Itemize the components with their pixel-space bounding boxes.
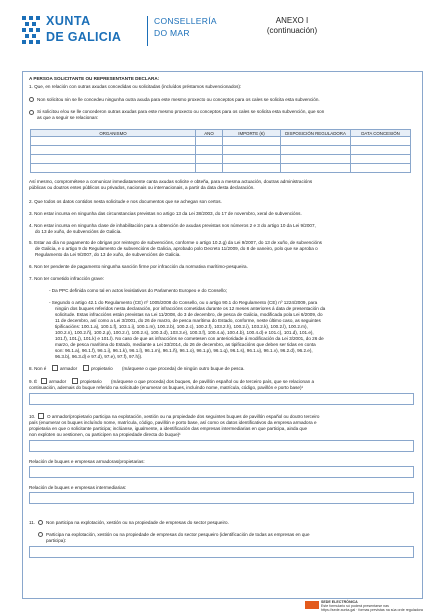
table-cell[interactable] (281, 146, 351, 155)
q8-armador-checkbox[interactable] (52, 365, 58, 371)
xunta-logo-icon (22, 16, 40, 48)
footer-note (321, 600, 431, 613)
table-cell[interactable] (223, 155, 281, 164)
col-organismo: ORGANISMO (31, 130, 196, 137)
section-title: A PERSOA SOLICITANTE OU REPRESENTANTE DECLARA: (29, 76, 160, 81)
owners-relation-label: Relación de buques e empresas armadoras/propietarias: (29, 459, 145, 464)
table-row (31, 155, 411, 164)
logo-divider (147, 16, 148, 46)
question-10-line: O armador/propietario participa na explotación, xestión ou na propiedade dos seguintes buques de pavillón español ou doutro terceiro (47, 414, 320, 419)
q9-armador-checkbox[interactable] (41, 378, 47, 384)
department-name-line1: CONSELLERÍA (154, 16, 217, 26)
col-importe: IMPORTE (€) (223, 130, 281, 137)
question-7-b-line: marzo, de pesca marítima do Estado, mediante a Lei 33/2014, do 26 de decembro, as tipificacións que deben ser tidas en conta (55, 342, 316, 347)
table-cell[interactable] (281, 155, 351, 164)
question-11-number: 11. (29, 520, 36, 525)
question-8-text: (márquese o que proceda) de ningún outro buque de pesca. (122, 366, 245, 371)
q11-no-participation-label: Non participa na explotación, xestión ou na propiedade de empresas do sector pesqueiro. (46, 520, 229, 525)
document-header (22, 14, 422, 54)
logo-text-galicia: DE GALICIA (46, 30, 122, 44)
other-aid-radio[interactable] (29, 110, 34, 115)
table-cell[interactable] (351, 164, 411, 173)
footer-line1: Este formulario só poderá presentarse nas (321, 604, 389, 609)
q10-details-field[interactable] (29, 440, 414, 452)
q11-participation-radio[interactable] (38, 532, 43, 537)
question-7-b-line: son: 96.1.a), 96.1.f), 96.1.i), 96.1.k), 96.1.l), 96.1.m), 96.1.ñ), 96.1.o), 96.1.p), 96.1.q), 96.1.s), 96.1.u), 96.1.v), 96.2.d), 96.2.e), (55, 348, 313, 353)
table-cell[interactable] (31, 146, 196, 155)
col-disposicion: DISPOSICIÓN REGULADORA (281, 130, 351, 137)
q8-propietario-label: propietario (91, 366, 113, 371)
question-2: 2. Que todos os datos contidos nesta solicitude e nos documentos que se achegan son certos. (29, 199, 222, 204)
sede-electronica-logo-icon (305, 601, 319, 609)
table-row (31, 146, 411, 155)
question-7: 7. Non ter cometido infracción grave: (29, 276, 105, 281)
question-8-prefix: 8. Non é (29, 366, 47, 371)
question-9-cont: continuación, ademais do buque referido na solicitude (enumerar os buques, incluíndo nome, matrícula, código, pavillón e porto base)¹ (29, 385, 304, 390)
table-cell[interactable] (223, 164, 281, 173)
commitment-text-cont: públicas ou doutros entes públicos ou privados, nacionais ou internacionais, a partir da data desta declaración. (29, 185, 255, 190)
question-10-line: país (enumerar os buques incluíndo nome, matrícula, código, pavillón e porto base, así como os datos identificativos da empresa armadora e (29, 420, 317, 425)
table-cell[interactable] (31, 155, 196, 164)
question-10-line: propietaria en que o solicitante participa; inclúanse, igualmente, a identificación das empresas intermediarias en que participa, ainda que (29, 426, 308, 431)
q9-propietario-label: propietario (80, 379, 102, 384)
q9-propietario-checkbox[interactable] (72, 378, 78, 384)
question-9-prefix: 9. É (29, 379, 38, 384)
question-10-number: 10. (29, 414, 36, 419)
owners-relation-field[interactable] (29, 466, 414, 478)
q11-no-participation-radio[interactable] (38, 520, 43, 525)
question-1: 1. Que, en relación con outras axudas concedidas ou solicitadas (incluídos préstamos subvencionados): (29, 84, 242, 89)
question-3: 3. Non estar incursa en ningunha das circunstancias previstas no artigo 13 da Lei 38/2003, do 17 de novembro, xeral de subvencións. (29, 211, 302, 216)
q8-armador-label: armador (60, 366, 78, 371)
question-7-b-line: 100.2.n), 100.2.ñ), 100.2.p), 100.2.r), 100.2.s), 100.3.d), 103.3.e), 100.3.f), 100.4.a), 100.4.b), 100.4.d) e 101.c), 101.d), 101.e), (55, 330, 314, 335)
other-aid-label-cont: as que a seguir se relacionan: (37, 115, 99, 120)
question-5-cont2: Regulamento da Lei 9/2007, do 13 de xuño, de subvencións de Galicia. (35, 252, 181, 257)
footer-line2: https://sede.xunta.gal · formas previstas na súa orde reguladora (321, 608, 423, 613)
q10-checkbox[interactable] (38, 413, 44, 419)
other-aid-label: Si solicitou e/ou se lle concederon outras axudas para este mesmo proxecto ou conceptos para os cales se solicita esta subvención, que son (37, 109, 325, 114)
no-other-aid-label: Non solicitou nin se lle concedeu ningunha outra axuda para este mesmo proxecto ou conceptos para os cales se solicita esta subvención. (37, 97, 320, 102)
question-7-b-line: - Segundo o artigo 42.1 do Regulamento (CE) nº 1005/2008 do Consello, ou o artigo 90.1 do Regulamento (CE) nº 1224/2009, para (49, 300, 318, 305)
table-cell[interactable] (351, 146, 411, 155)
table-cell[interactable] (281, 164, 351, 173)
question-7-b-line: 96.3.b), 96.3.d) e 97.d), 97.e), 97.f), 97.h)). (55, 354, 143, 359)
department-name-line2: DO MAR (154, 28, 190, 38)
question-4-cont: do 13 de xuño, de subvencións de Galicia. (35, 229, 122, 234)
table-cell[interactable] (196, 164, 223, 173)
question-6: 6. Non ter pendente de pagamento ningunha sanción firme por infracción da normativa marítimo-pesqueira. (29, 264, 248, 269)
question-10-line: non exploten ou xestionen, ou participen na propiedade directa do buque)¹ (29, 432, 181, 437)
q11-companies-field[interactable] (29, 546, 414, 558)
table-cell[interactable] (223, 146, 281, 155)
question-7-b-line: ningún dos buques referidos nesta declaración, por infraccións cometidas durante os 12 meses anteriores á data de presentación da (55, 306, 326, 311)
commitment-text: Así mesmo, comprométese a comunicar inmediatamente canta axudas solicite e obteña, para a mesma actuación, doutras administracións (29, 179, 313, 184)
q9-armador-label: armador (49, 379, 67, 384)
annex-title: ANEXO I (275, 16, 309, 25)
table-cell[interactable] (31, 137, 196, 146)
question-7-b-line: 11 de decembro, así como a Lei 3/2001, do 26 de marzo, de pesca marítima do Estado, conforme, neste último caso, as seguintes (55, 318, 321, 323)
other-aid-table (30, 129, 411, 173)
q11-participation-label: Participa na explotación, xestión ou na propiedade de empresas do sector pesqueiro (identificación de todas as empresas en que (46, 532, 310, 537)
col-data-concesion: DATA CONCESIÓN (351, 130, 411, 137)
table-cell[interactable] (281, 137, 351, 146)
table-cell[interactable] (351, 155, 411, 164)
intermediaries-relation-label: Relación de buques e empresas intermediarias: (29, 485, 127, 490)
q9-vessels-field[interactable] (29, 393, 414, 405)
col-ano: ANO (196, 130, 223, 137)
question-5: 5. Estar ao día no pagamento de obrigas por reintegro de subvencións, conforme o artigo 10.2.g) da Lei 9/2007, do 13 de xuño, de subvencións (29, 240, 322, 245)
question-7-b-line: 101.f), 101.j), 101.k) e 101.l). No caso de que as infraccións se cometesen con anterioridade á modificación da Lei 3/2001, do 26 de (55, 336, 324, 341)
table-cell[interactable] (31, 164, 196, 173)
footer-brand: SEDE ELECTRÓNICA (321, 600, 358, 604)
table-cell[interactable] (196, 155, 223, 164)
table-cell[interactable] (351, 137, 411, 146)
table-cell[interactable] (196, 137, 223, 146)
question-9-text: (márquese o que proceda) dos buques, de pavillón español ou de terceiro país, que se relacionan a (111, 379, 315, 384)
question-7-b-line: tipificacións: 100.1.a), 100.1.f), 103.1.i), 100.1.m), 100.2.b), 100.2.c), 100.2.f), 103.2.h), 100.2.i), 103.2.k), 100.2.l), 100.2.m), (55, 324, 308, 329)
no-other-aid-radio[interactable] (29, 97, 34, 102)
table-row (31, 164, 411, 173)
question-5-cont1: de Galicia, e o artigo 9 do Regulamento de subvencións de Galicia, aprobado polo Decreto 11/2009, do 8 de xaneiro, polo que se aproba o (35, 246, 318, 251)
table-row (31, 137, 411, 146)
q11-participation-label-cont: participa): (46, 538, 67, 543)
question-7-a: - Da PPC definida como tal en actos lexislativos do Parlamento Europeo e do Consello; (49, 288, 227, 293)
table-cell[interactable] (223, 137, 281, 146)
logo-text-xunta: XUNTA (46, 14, 91, 28)
intermediaries-relation-field[interactable] (29, 492, 414, 504)
question-7-b-line: solicitude. Estas infraccións están previstas na Lei 11/2008, do 3 de decembro, de pesca de Galicia, modificada pola Lei 6/2009, do (55, 312, 323, 317)
q8-propietario-checkbox[interactable] (83, 365, 89, 371)
question-4: 4. Non estar incursa en ningunha clase de inhabilitación para a obtención de axudas previstas nos números 2 e 3 do artigo 10 da Lei 9/2007, (29, 223, 316, 228)
annex-subtitle: (continuación) (266, 26, 318, 35)
table-cell[interactable] (196, 146, 223, 155)
